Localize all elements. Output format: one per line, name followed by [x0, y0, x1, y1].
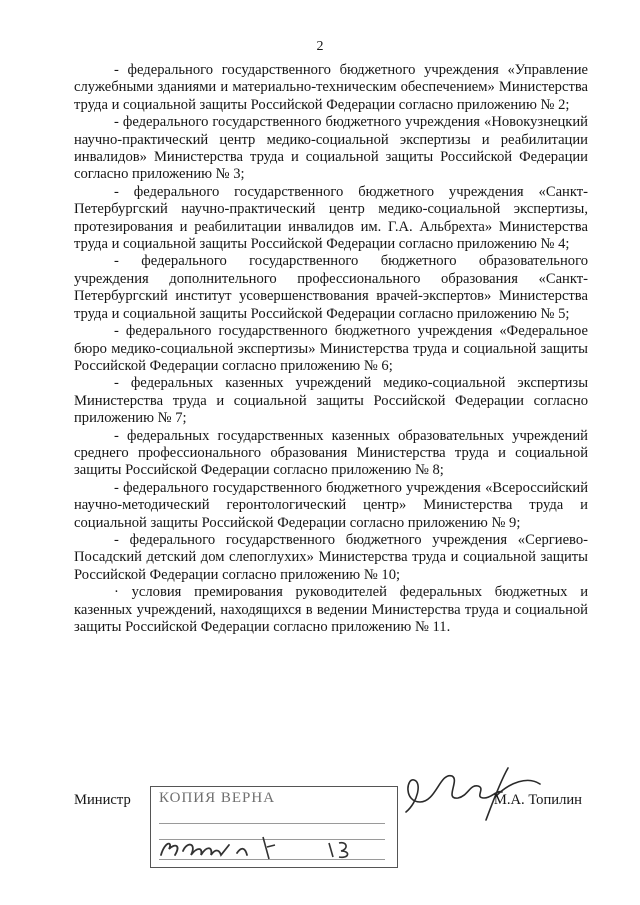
list-item: - федеральных казенных учреждений медико-социальной экспертизы Министерства труда и социальной защиты Российской Федерации согласно приложению № 7; — [74, 375, 588, 427]
stamp-handwritten-date — [157, 833, 387, 863]
page-number: 2 — [316, 39, 324, 54]
list-item: - федеральных государственных казенных образовательных учреждений среднего профессионального образования Министерства труда и социальной защиты Российской Федерации согласно приложению № 8; — [74, 427, 588, 479]
signature-block — [74, 762, 588, 872]
stamp-line — [159, 823, 385, 824]
signer-name: М.А. Топилин — [493, 792, 582, 808]
stamp-title: КОПИЯ ВЕРНА — [159, 790, 276, 806]
list-item: - федерального государственного бюджетного учреждения «Новокузнецкий научно-практический центр медико-социальной экспертизы и реабилитации инвалидов» Министерства труда и социальной защиты Российской Федерации согласно приложению № 3; — [74, 114, 588, 183]
document-body — [74, 62, 588, 636]
list-item: - федерального государственного бюджетного учреждения «Федеральное бюро медико-социальной экспертизы» Министерства труда и социальной защиты Российской Федерации согласно приложению № 6; — [74, 323, 588, 374]
list-item: - федерального государственного бюджетного учреждения «Всероссийский научно-методический геронтологический центр» Министерства труда и социальной защиты Российской Федерации согласно приложению № 9; — [74, 479, 588, 531]
list-item: - федерального государственного бюджетного учреждения «Санкт-Петербургский научно-практический центр медико-социальной экспертизы, протезирования и реабилитации инвалидов им. Г.А. Альбрехта» Министерства труда и социальной защиты Российской Федерации согласно приложению № 4; — [74, 183, 588, 253]
list-item: - федерального государственного бюджетного учреждения «Управление служебными зданиями и материально-техническим обеспечением» Министерства труда и социальной защиты Российской Федерации согласно приложению № 2; — [74, 62, 588, 113]
list-item: · условия премирования руководителей федеральных бюджетных и казенных учреждений, находящихся в ведении Министерства труда и социальной защиты Российской Федерации согласно приложению № 11. — [74, 584, 588, 635]
list-item: - федерального государственного бюджетного учреждения «Сергиево-Посадский детский дом слепоглухих» Министерства труда и социальной защиты Российской Федерации согласно приложению № 10; — [74, 531, 588, 583]
signer-title: Министр — [74, 792, 131, 808]
list-item: - федерального государственного бюджетного образовательного учреждения дополнительного профессионального образования «Санкт-Петербургский институт усовершенствования врачей-экспертов» Министерства труда и социальной защиты Российской Федерации согласно приложению № 5; — [74, 253, 588, 322]
copy-certified-stamp — [150, 786, 398, 868]
